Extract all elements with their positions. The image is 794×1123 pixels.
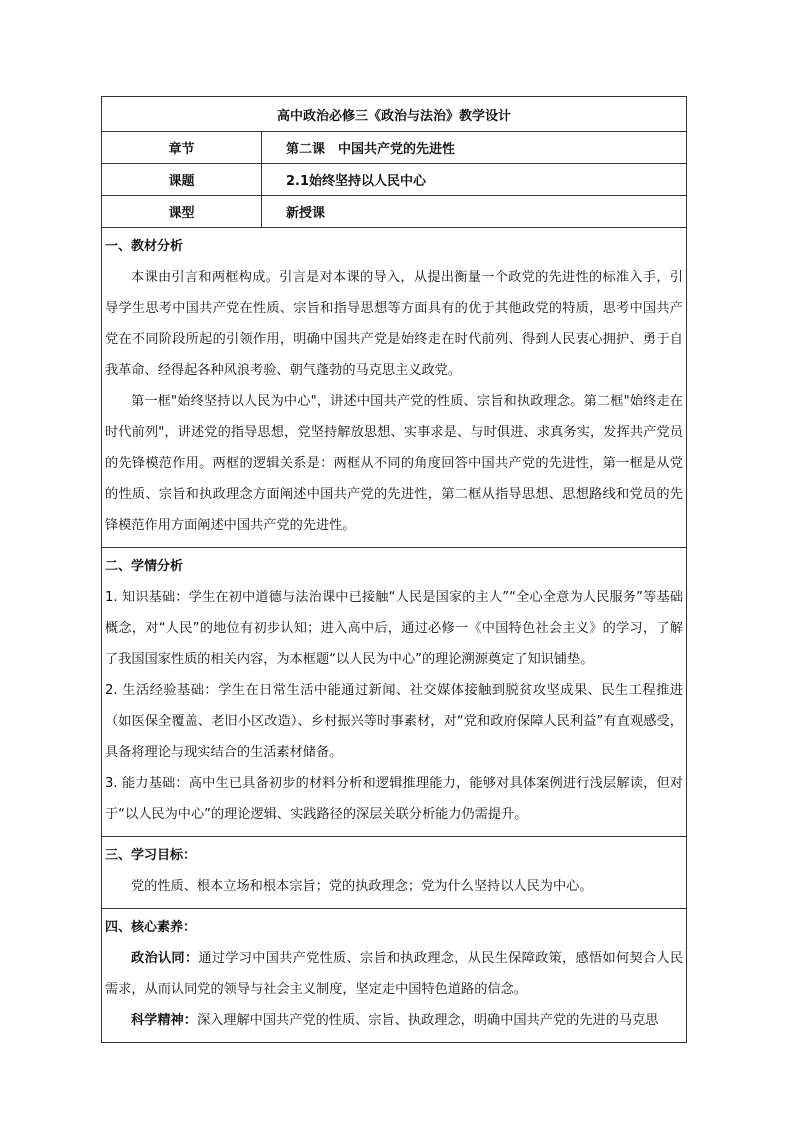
section-core-literacy	[102, 909, 686, 1042]
meta-row-chapter	[102, 132, 686, 164]
meta-label: 课型	[102, 196, 262, 227]
section-textbook-analysis	[102, 228, 686, 548]
section-heading: 四、核心素养：	[105, 920, 197, 935]
paragraph	[105, 943, 683, 1005]
paragraph-body: 深入理解中国共产党的性质、宗旨、执政理念，明确中国共产党的先进的马克思	[196, 1013, 659, 1028]
meta-label: 章节	[102, 132, 262, 163]
meta-value: 新授课	[286, 206, 326, 221]
paragraph	[105, 1005, 683, 1036]
meta-label: 课题	[102, 164, 262, 195]
document-title: 高中政治必修三《政治与法治》教学设计	[102, 97, 686, 132]
lesson-plan-table	[101, 96, 687, 1043]
section-learner-analysis	[102, 548, 686, 837]
paragraph: 第一框"始终坚持以人民为中心"，讲述中国共产党的性质、宗旨和执政理念。第二框"始终走在时代前列"，讲述党的指导思想，党坚持解放思想、实事求是、与时俱进、求真务实，发挥共产党员的先锋模范作用。两框的逻辑关系是：两框从不同的角度回答中国共产党的先进性，第一框是从党的性质、宗旨和执政理念方面阐述中国共产党的先进性，第二框从指导思想、思想路线和党员的先锋模范作用方面阐述中国共产党的先进性。	[105, 394, 683, 533]
paragraph: 党的性质、根本立场和根本宗旨；党的执政理念；党为什么坚持以人民为中心。	[131, 879, 593, 894]
section-heading: 三、学习目标：	[105, 848, 197, 863]
paragraph: 3. 能力基础：高中生已具备初步的材料分析和逻辑推理能力，能够对具体案例进行浅层解读，但对于“以人民为中心”的理论逻辑、实践路径的深层关联分析能力仍需提升。	[105, 776, 683, 822]
section-heading: 一、教材分析	[105, 239, 184, 254]
meta-row-topic	[102, 164, 686, 196]
section-heading: 二、学情分析	[105, 559, 184, 574]
meta-row-type	[102, 196, 686, 228]
paragraph-lead: 政治认同：	[131, 951, 199, 966]
meta-value: 2.1始终坚持以人民中心	[286, 174, 427, 189]
paragraph: 1. 知识基础：学生在初中道德与法治课中已接触“人民是国家的主人”“全心全意为人民服务”等基础概念，对“人民”的地位有初步认知；进入高中后，通过必修一《中国特色社会主义》的学习，了解了我国国家性质的相关内容，为本框题“以人民为中心”的理论溯源奠定了知识铺垫。	[105, 590, 683, 667]
paragraph-lead: 科学精神：	[131, 1013, 197, 1028]
section-learning-goals	[102, 837, 686, 909]
paragraph: 2. 生活经验基础：学生在日常生活中能通过新闻、社交媒体接触到脱贫攻坚成果、民生工程推进（如医保全覆盖、老旧小区改造）、乡村振兴等时事素材，对“党和政府保障人民利益”有直观感受，具备将理论与现实结合的生活素材储备。	[105, 683, 683, 760]
paragraph-body: 通过学习中国共产党性质、宗旨和执政理念，从民生保障政策，感悟如何契合人民需求，从而认同党的领导与社会主义制度，坚定走中国特色道路的信念。	[105, 951, 684, 997]
meta-value: 第二课 中国共产党的先进性	[286, 142, 456, 157]
paragraph: 本课由引言和两框构成。引言是对本课的导入，从提出衡量一个政党的先进性的标准入手，引导学生思考中国共产党在性质、宗旨和指导思想等方面具有的优于其他政党的特质，思考中国共产党在不同阶段所起的引领作用，明确中国共产党是始终走在时代前列、得到人民衷心拥护、勇于自我革命、经得起各种风浪考验、朝气蓬勃的马克思主义政党。	[105, 270, 683, 378]
